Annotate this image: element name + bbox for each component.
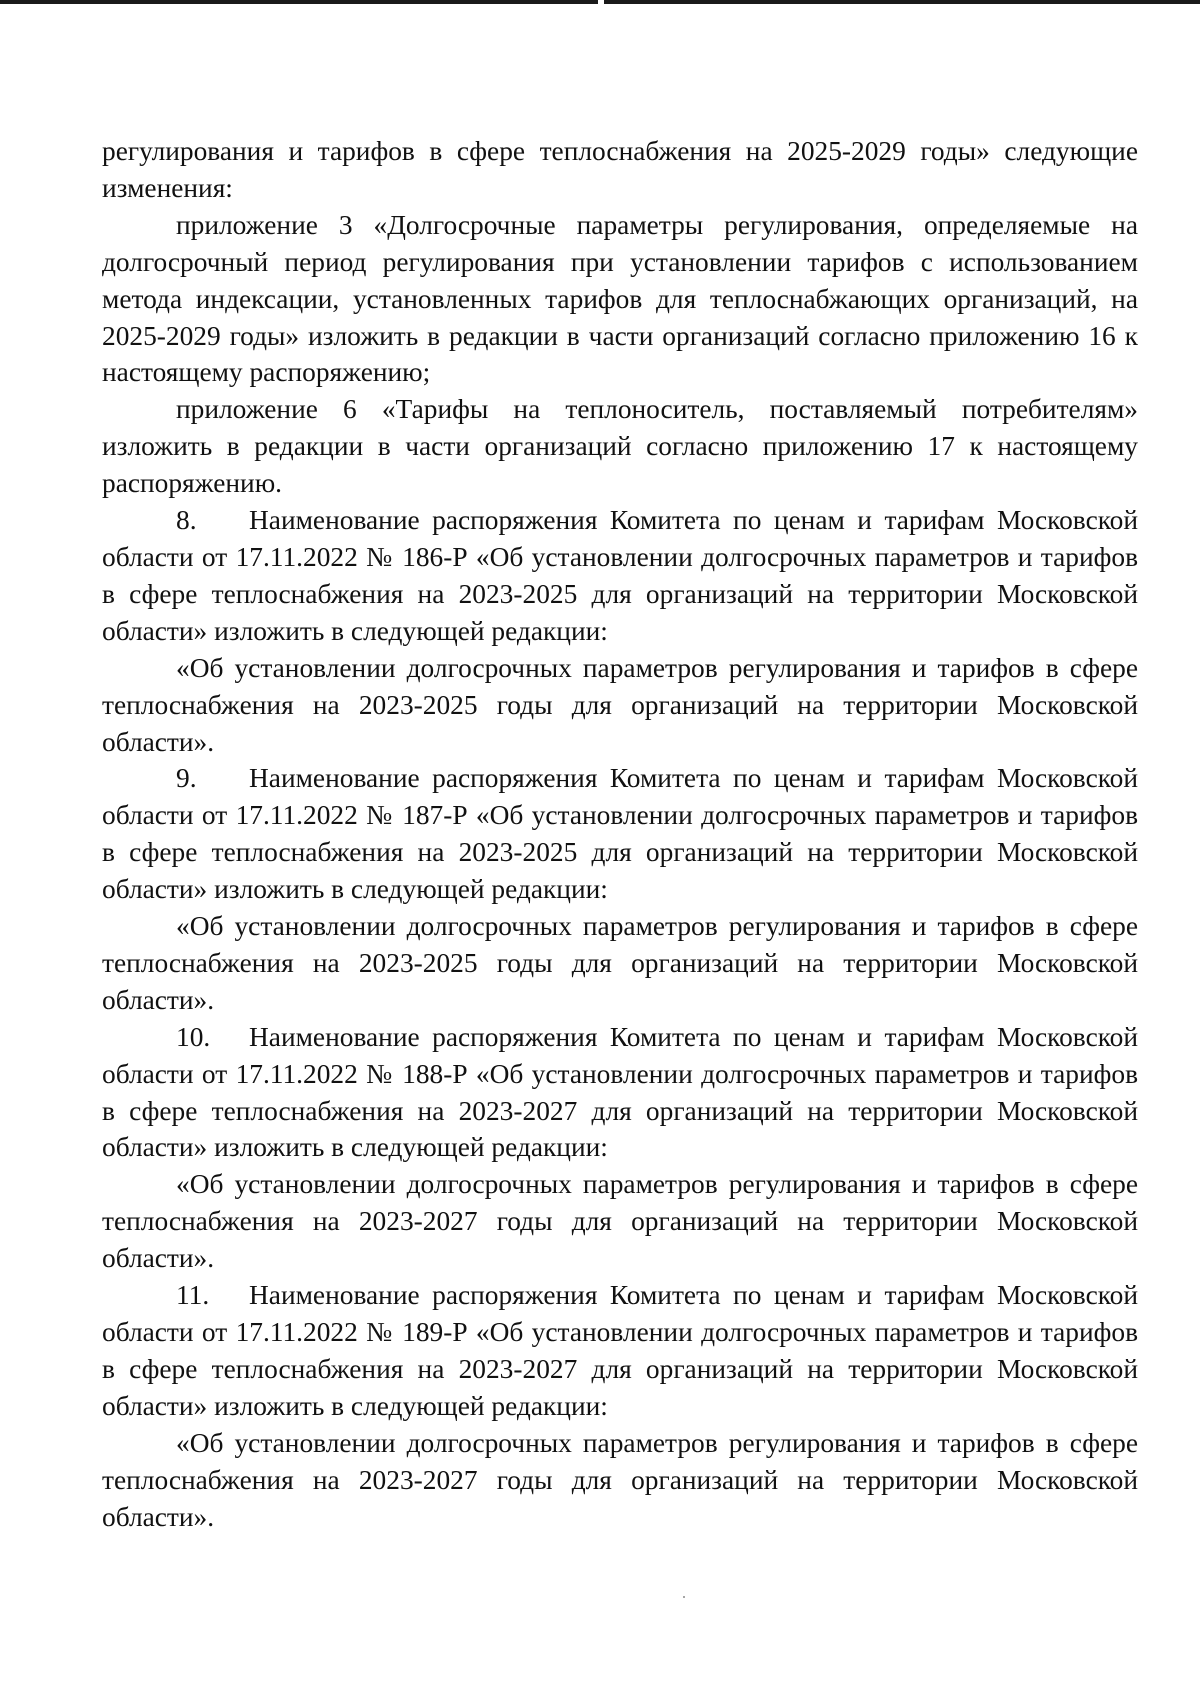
item-number: 10.	[176, 1021, 211, 1052]
numbered-item-10	[102, 1019, 1138, 1167]
paragraph-appendix-3: приложение 3 «Долгосрочные параметры регулирования, определяемые на долгосрочный период регулирования при установлении тарифов с использованием метода индексации, установленных тарифов для теплоснабжающих организаций, на 2025-2029 годы» изложить в редакции в части организаций согласно приложению 16 к настоящему распоряжению;	[102, 209, 1138, 388]
item-text: Наименование распоряжения Комитета по ценам и тарифам Московской области от 17.11.2022 № 186-Р «Об установлении долгосрочных параметров и тарифов в сфере теплоснабжения на 2023-2025 для организаций на территории Московской области» изложить в следующей редакции:	[102, 505, 1138, 646]
scan-edge-mark-right	[604, 0, 1200, 4]
numbered-item-9	[102, 760, 1138, 908]
item-text: Наименование распоряжения Комитета по ценам и тарифам Московской области от 17.11.2022 № 189-Р «Об установлении долгосрочных параметров и тарифов в сфере теплоснабжения на 2023-2027 для организаций на территории Московской области» изложить в следующей редакции:	[102, 1280, 1138, 1421]
numbered-item-11	[102, 1277, 1138, 1425]
item-number: 8.	[176, 505, 197, 536]
item-text: Наименование распоряжения Комитета по ценам и тарифам Московской области от 17.11.2022 № 188-Р «Об установлении долгосрочных параметров и тарифов в сфере теплоснабжения на 2023-2027 для организаций на территории Московской области» изложить в следующей редакции:	[102, 1021, 1138, 1163]
new-title-item-11: «Об установлении долгосрочных параметров регулирования и тарифов в сфере теплоснабжения на 2023-2027 годы для организаций на территории Московской области».	[102, 1427, 1138, 1532]
item-text: Наименование распоряжения Комитета по ценам и тарифам Московской области от 17.11.2022 № 187-Р «Об установлении долгосрочных параметров и тарифов в сфере теплоснабжения на 2023-2025 для организаций на территории Московской области» изложить в следующей редакции:	[102, 763, 1138, 905]
paragraph-appendix-6: приложение 6 «Тарифы на теплоноситель, поставляемый потребителям» изложить в редакции в части организаций согласно приложению 17 к настоящему распоряжению.	[102, 394, 1138, 499]
new-title-item-8: «Об установлении долгосрочных параметров регулирования и тарифов в сфере теплоснабжения на 2023-2025 годы для организаций на территории Московской области».	[102, 652, 1138, 757]
scan-speck	[683, 1596, 685, 1598]
item-number: 9.	[176, 763, 197, 794]
paragraph-continuation: регулирования и тарифов в сфере теплоснабжения на 2025-2029 годы» следующие изменения:	[102, 136, 1138, 203]
new-title-item-9: «Об установлении долгосрочных параметров регулирования и тарифов в сфере теплоснабжения на 2023-2025 годы для организаций на территории Московской области».	[102, 911, 1138, 1015]
numbered-item-8	[102, 502, 1138, 650]
document-body	[102, 133, 1138, 1535]
item-number: 11.	[176, 1280, 210, 1311]
new-title-item-10: «Об установлении долгосрочных параметров регулирования и тарифов в сфере теплоснабжения на 2023-2027 годы для организаций на территории Московской области».	[102, 1169, 1138, 1274]
scan-edge-mark-left	[0, 0, 598, 4]
